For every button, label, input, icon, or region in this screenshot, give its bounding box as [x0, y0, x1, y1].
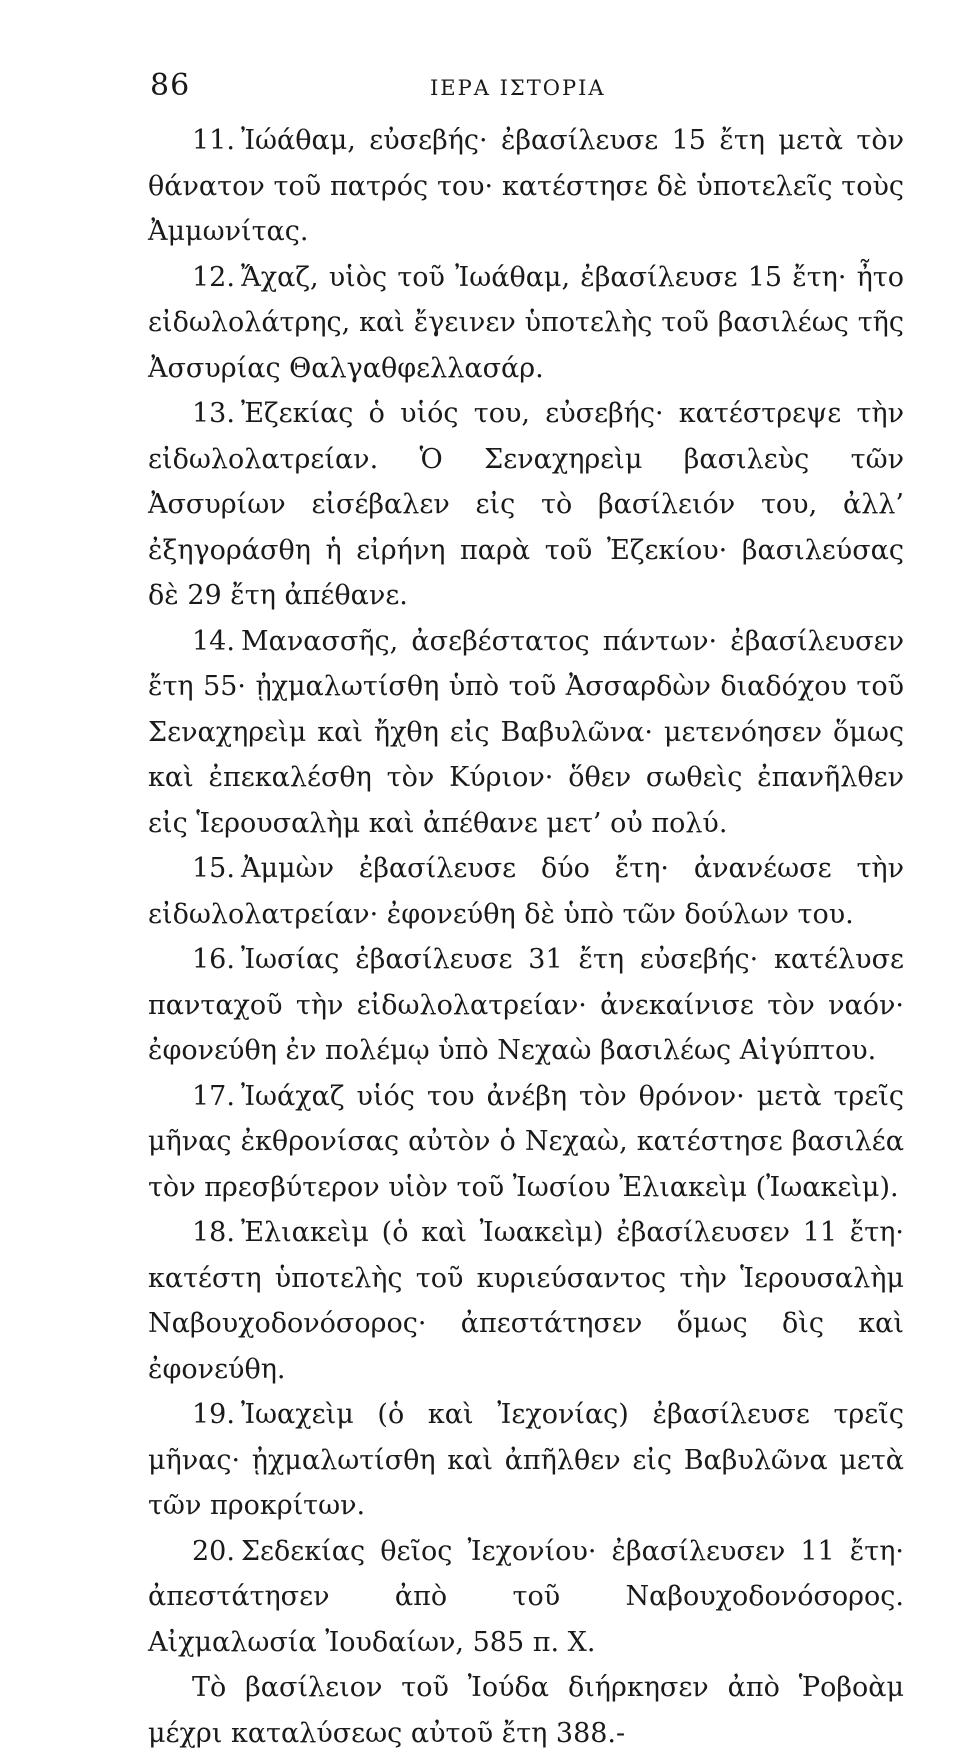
- paragraph-text: Ἐζεκίας ὁ υἱός του, εὐσεβής· κατέστρεψε τὴν εἰδωλολατρείαν. Ὁ Σεναχηρεὶμ βασιλεὺς τῶν Ἀσσυρίων εἰσέβαλεν εἰς τὸ βασίλειόν του, ἀλλ’ ἐξηγοράσθη ἡ εἰρήνη παρὰ τοῦ Ἐζεκίου· βασιλεύσας δὲ 29 ἔτη ἀπέθανε.: [148, 398, 904, 611]
- paragraph-number: 16.: [192, 944, 235, 975]
- paragraph-text: Ἀμμὼν ἐβασίλευσε δύο ἔτη· ἀνανέωσε τὴν εἰδωλολατρείαν· ἐφονεύθη δὲ ὑπὸ τῶν δούλων του.: [148, 853, 904, 930]
- paragraph-text: Ἄχαζ, υἱὸς τοῦ Ἰωάθαμ, ἐβασίλευσε 15 ἔτη· ἦτο εἰδωλολάτρης, καὶ ἔγεινεν ὑποτελὴς τοῦ βασιλέως τῆς Ἀσσυρίας Θαλγαθφελλασάρ.: [148, 261, 904, 384]
- paragraph-14: [148, 619, 904, 847]
- paragraph-number: 14.: [192, 625, 235, 657]
- paragraph-12: [148, 255, 904, 392]
- page-number: 86: [150, 68, 191, 103]
- paragraph-number: 19.: [192, 1399, 235, 1430]
- paragraph-number: 11.: [192, 125, 235, 156]
- paragraph-11: [148, 118, 904, 255]
- paragraph-text: Ἰωσίας ἐβασίλευσε 31 ἔτη εὐσεβής· κατέλυσε πανταχοῦ τὴν εἰδωλολατρείαν· ἀνεκαίνισε τὸν ναόν· ἐφονεύθη ἐν πολέμῳ ὑπὸ Νεχαὼ βασιλέως Αἰγύπτου.: [148, 944, 904, 1066]
- paragraph-text: Μανασσῆς, ἀσεβέστατος πάντων· ἐβασίλευσεν ἔτη 55· ᾐχμαλωτίσθη ὑπὸ τοῦ Ἀσσαρδὼν διαδόχου τοῦ Σεναχηρεὶμ καὶ ἤχθη εἰς Βαβυλῶνα· μετενόησεν ὅμως καὶ ἐπεκαλέσθη τὸν Κύριον· ὅθεν σωθεὶς ἐπανῆλθεν εἰς Ἱερουσαλὴμ καὶ ἀπέθανε μετ’ οὐ πολύ.: [148, 625, 904, 839]
- paragraph-text: Ἐλιακεὶμ (ὁ καὶ Ἰωακεὶμ) ἐβασίλευσεν 11 ἔτη· κατέστη ὑποτελὴς τοῦ κυριεύσαντος τὴν Ἱερουσαλὴμ Ναβουχοδονόσορος· ἀπεστάτησεν ὅμως δὶς καὶ ἐφονεύθη.: [148, 1217, 904, 1385]
- paragraph-number: 20.: [192, 1535, 235, 1567]
- paragraph-text: Τὸ βασίλειον τοῦ Ἰούδα διήρκησεν ἀπὸ Ῥοβοὰμ μέχρι καταλύσεως αὐτοῦ ἔτη 388.-: [148, 1672, 904, 1749]
- paragraph-number: 17.: [192, 1080, 235, 1112]
- paragraph-16: [148, 937, 904, 1074]
- paragraph-number: 12.: [192, 261, 235, 293]
- body-text: [148, 118, 904, 1756]
- paragraph-17: [148, 1074, 904, 1211]
- paragraph-text: Ἰωάχαζ υἱός του ἀνέβη τὸν θρόνον· μετὰ τρεῖς μῆνας ἐκθρονίσας αὐτὸν ὁ Νεχαὼ, κατέστησε βασιλέα τὸν πρεσβύτερον υἱὸν τοῦ Ἰωσίου Ἐλιακεὶμ (Ἰωακεὶμ).: [148, 1080, 904, 1203]
- paragraph-number: 18.: [192, 1217, 235, 1248]
- paragraph-number: 13.: [192, 398, 235, 429]
- paragraph-text: Σεδεκίας θεῖος Ἰεχονίου· ἐβασίλευσεν 11 ἔτη· ἀπεστάτησεν ἀπὸ τοῦ Ναβουχοδονόσορος. Αἰχμαλωσία Ἰουδαίων, 585 π. Χ.: [148, 1535, 904, 1658]
- closing-paragraph: [148, 1665, 904, 1756]
- paragraph-text: Ἰώάθαμ, εὐσεβής· ἐβασίλευσε 15 ἔτη μετὰ τὸν θάνατον τοῦ πατρός του· κατέστησε δὲ ὑποτελεῖς τοὺς Ἀμμωνίτας.: [148, 125, 904, 247]
- paragraph-text: Ἰωαχεὶμ (ὁ καὶ Ἰεχονίας) ἐβασίλευσε τρεῖς μῆνας· ᾐχμαλωτίσθη καὶ ἀπῆλθεν εἰς Βαβυλῶνα μετὰ τῶν προκρίτων.: [148, 1399, 904, 1521]
- paragraph-19: [148, 1392, 904, 1529]
- page-header: [150, 62, 910, 110]
- paragraph-number: 15.: [192, 853, 235, 884]
- paragraph-20: [148, 1529, 904, 1666]
- paragraph-18: [148, 1210, 904, 1392]
- paragraph-15: [148, 846, 904, 937]
- running-title: ΙΕΡΑ ΙΣΤΟΡΙΑ: [430, 76, 606, 100]
- paragraph-13: [148, 391, 904, 619]
